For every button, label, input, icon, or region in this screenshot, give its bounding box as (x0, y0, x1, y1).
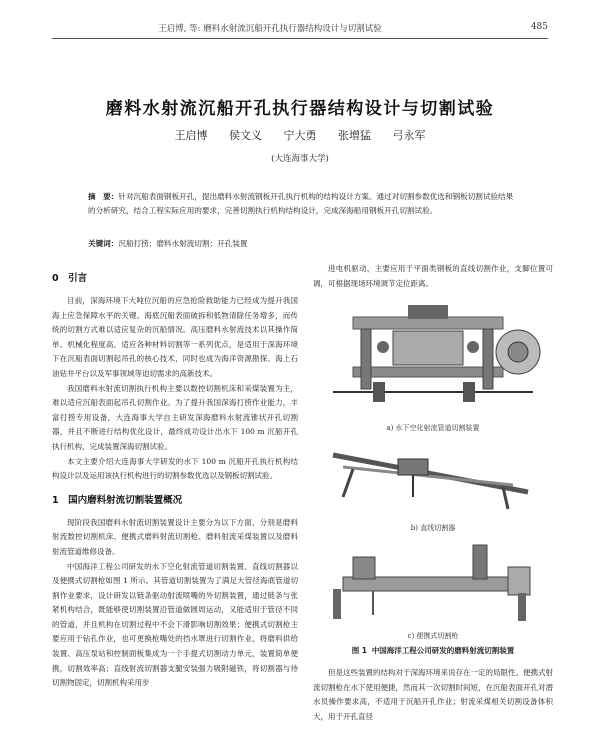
section-1-paragraph-2: 中国海洋工程公司研发的水下空化射流管道切割装置、直线切割器以及便携式切割枪如图 1 所示。其管道切割装置为了满足大管径海底管道切割作业要求，设计研发以链条驱动射流喷嘴的外切割装置，通过链条与张紧机构结合，既能够使切割装置沿管道做圆周运动，又能适用于管径不同的管道，并且机构在切割过程中不会下滑影响切割效果；便携式切割枪主要应用于钻孔作业，也可更换枪嘴处的挡水罩进行切割作业，将磨料供给装置、高压泵站和控制面板集成为一个手提式切割动力单元，装置简单便携，切割效率高；直线射流切割器支腿安装强力吸附磁铁，将切割器与待切割物固定，切割机构采用步 (52, 561, 298, 688)
section-1-paragraph-1: 现阶段我国磨料水射流切割装置设计主要分为以下方面，分别是磨料射流数控切割机床、便携式磨料射流切割枪、磨料射流采煤装置以及磨料射流管道维修设备。 (52, 517, 298, 556)
right-paragraph-bottom: 但是这些装置的结构对于深海环境来说存在一定的局限性。便携式射流切割枪在水下使用便捷，然而其一次切割时间短，在沉船表面开孔对潜水员操作要求高，不适用于沉船开孔作业；射流采煤相关切割设备体积大，用于开孔直径 (313, 668, 553, 721)
running-head: 王启博, 等: 磨料水射流沉船开孔执行器结构设计与切割试验 (158, 24, 382, 34)
right-paragraph-top: 进电机驱动，主要应用于平面类钢板的直线切割作业，支脚位置可调，可根据现场环境调节定位距离。 (313, 264, 553, 288)
figure-1b-linear-cutter (313, 437, 553, 533)
section-0-paragraph-1: 目前，深海环境下大吨位沉船的应急抢险救助能力已经成为提升我国海上应急保障水平的关键。海底沉船表面破拆和低物清除任务增多，而传统的切割方式难以适应复杂的沉船情况。高压磨料水射流技术以其操作简单、机械化程度高、适应各种材料切割等一系列优点，是适用于深海环境下在沉船表面切割起吊孔的核心技术，同时也成为海洋资源勘探、海上石油钻井平台以及军事领域等迫切需求的高新技术。 (52, 296, 298, 378)
affiliation: (大连海事大学) (271, 154, 329, 164)
figure-1b-caption: b) 直线切割器 (410, 524, 456, 533)
abstract (88, 190, 518, 218)
authors: 王启博 侯文义 宁大勇 张增猛 弓永军 (174, 129, 426, 142)
keywords (88, 238, 518, 249)
section-0-heading: 0 引言 (52, 273, 88, 284)
page-number: 485 (530, 22, 548, 32)
keywords-text: 沉船打捞；磨料水射流切割；开孔装置 (118, 239, 248, 248)
abstract-text: 针对沉船表面钢板开孔，提出磨料水射流钢板开孔执行机构的结构设计方案。通过对切割参数优选和钢板切割试验结果的分析研究，结合工程实际应用的要求，完善切割执行机构结构设计，完成深海船用钢板开孔切割试验。 (88, 192, 514, 215)
abstract-label: 摘 要： (88, 192, 119, 201)
section-0-paragraph-3: 本文主要介绍大连海事大学研发的水下 100 m 沉船开孔执行机构结构设计以及运用该执行机构进行的切割参数优选以及钢板切割试验。 (52, 456, 298, 481)
figure-1a-caption: a) 水下空化射流管道切割装置 (386, 424, 480, 433)
pipe-cutter-illustration (313, 297, 553, 417)
figure-1-caption (313, 645, 553, 656)
figure-1-label: 图 1 (351, 646, 368, 656)
keywords-label: 关键词： (88, 239, 119, 248)
portable-gun-illustration (313, 537, 553, 625)
linear-cutter-illustration (313, 437, 553, 517)
figure-1c-caption: c) 便携式切割枪 (407, 632, 459, 641)
header-rule (52, 38, 548, 39)
paper-title: 磨料水射流沉船开孔执行器结构设计与切割试验 (105, 99, 495, 119)
right-column (313, 262, 553, 725)
left-column (52, 262, 298, 691)
figure-1c-portable-gun (313, 537, 553, 641)
figure-1a-pipe-cutter (313, 297, 553, 433)
section-0-paragraph-2: 我国磨料水射流切割执行机构主要以数控切割机床和采煤装置为主，难以适应沉船表面起吊孔切割作业。为了提升我国深海打捞作业能力，丰富打捞专用设备，大连海事大学自主研发深海磨料水射流锥状开孔切割器，并且不断进行结构优化设计，最终成功设计出水下 100 m 沉船开孔执行机构，完成装置深海切割试验。 (52, 383, 298, 451)
figure-1-title: 中国海洋工程公司研发的磨料射流切割装置 (371, 646, 515, 656)
section-1-heading: 1 国内磨料射流切割装置概况 (52, 494, 183, 506)
